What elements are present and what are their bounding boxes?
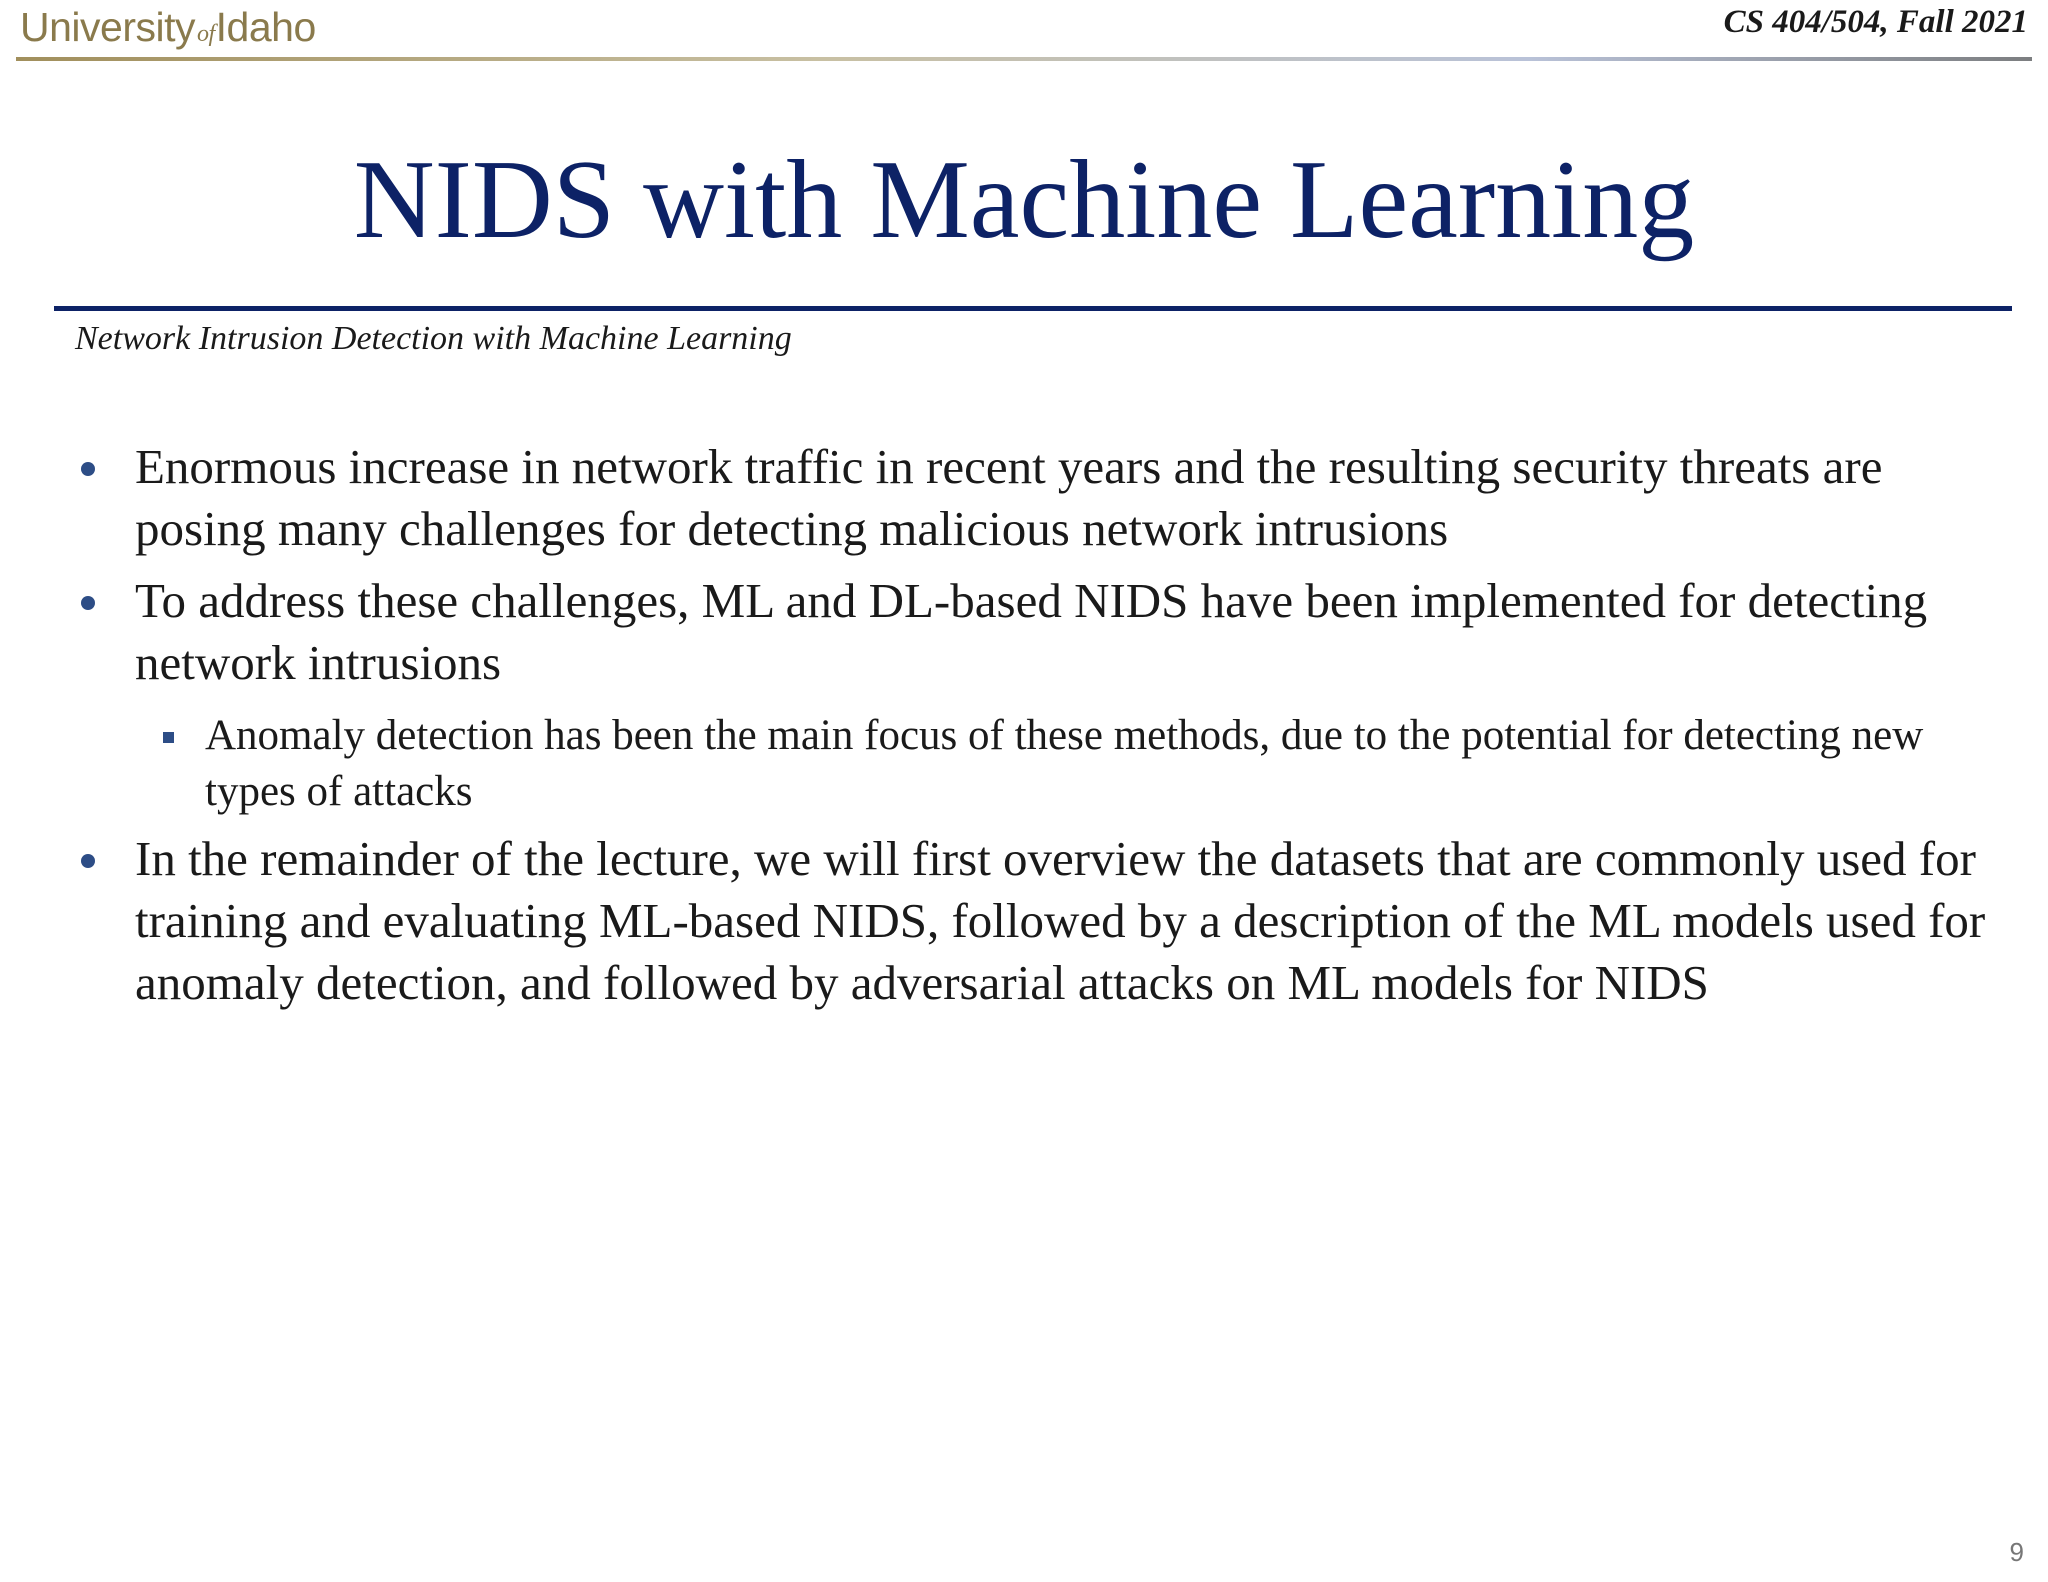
bullet-item <box>75 570 2005 694</box>
bullet-dot-icon <box>81 596 95 610</box>
slide-title: NIDS with Machine Learning <box>353 138 1695 262</box>
bullet-dot-icon <box>81 854 95 868</box>
course-label: CS 404/504, Fall 2021 <box>1723 4 2028 40</box>
slide-subtitle: Network Intrusion Detection with Machine Learning <box>75 320 792 357</box>
bullet-item <box>75 436 2005 560</box>
logo-word-idaho: Idaho <box>215 4 316 50</box>
bullet-text: In the remainder of the lecture, we will first overview the datasets that are commonly used for training and evaluating ML-based NIDS, followed by a description of the ML models used for anomaly detection, and followed by adversarial attacks on ML models for NIDS <box>135 831 1986 1010</box>
bullet-item <box>75 828 2005 1014</box>
slide-content <box>75 436 2005 1024</box>
sub-bullet-text: Anomaly detection has been the main focus of these methods, due to the potential for detecting new types of attacks <box>205 712 1924 815</box>
bullet-text: To address these challenges, ML and DL-based NIDS have been implemented for detecting network intrusions <box>135 573 1928 690</box>
logo-word-university: University <box>20 4 195 50</box>
page-number: 9 <box>2009 1537 2024 1567</box>
bullet-dot-icon <box>81 462 95 476</box>
header-divider <box>16 57 2032 61</box>
sub-bullet-item <box>75 708 2005 820</box>
bullet-text: Enormous increase in network traffic in recent years and the resulting security threats are posing many challenges for detecting malicious network intrusions <box>135 439 1883 556</box>
title-divider <box>54 306 2012 311</box>
logo-word-of: of <box>196 21 215 47</box>
university-logo <box>20 4 316 56</box>
bullet-square-icon <box>163 732 174 743</box>
